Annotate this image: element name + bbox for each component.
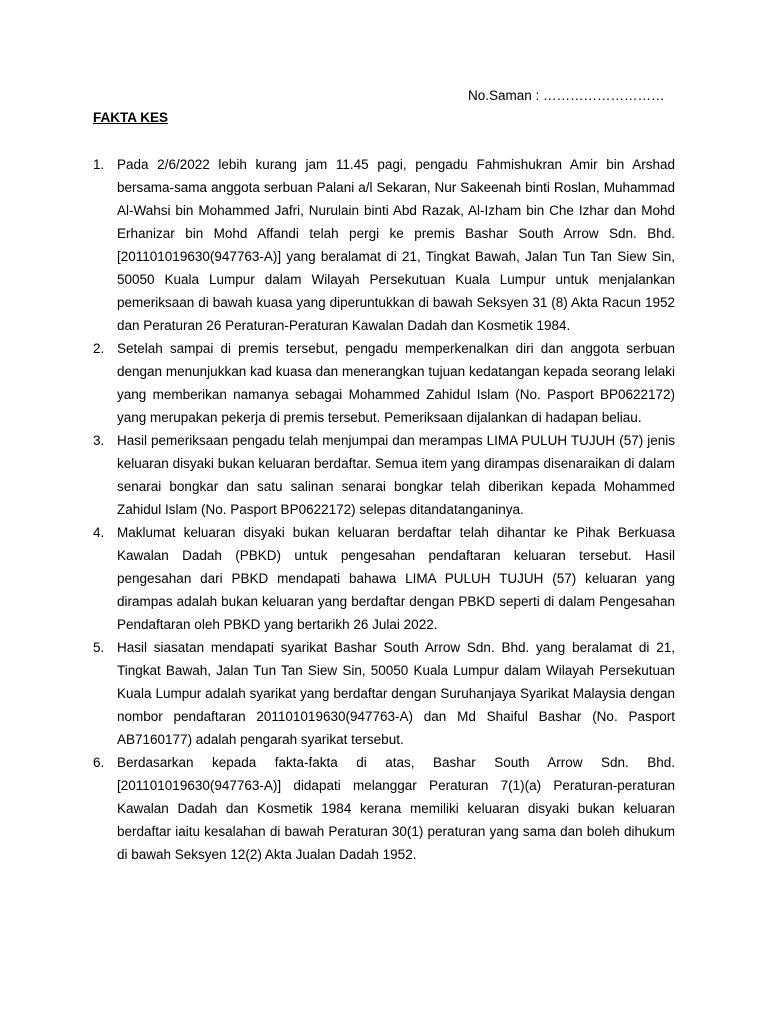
fact-number: 4. xyxy=(93,525,105,540)
fact-number: 1. xyxy=(93,157,105,172)
fact-text: Berdasarkan kepada fakta-fakta di atas, Bashar South Arrow Sdn. Bhd. [201101019630(947763-A)] didapati melanggar Peraturan 7(1)(a) Peraturan-peraturan Kawalan Dadah dan Kosmetik 1984 kerana memiliki keluaran disyaki bukan keluaran berdaftar iaitu kesalahan di bawah Peraturan 30(1) peraturan yang sama dan boleh dihukum di bawah Seksyen 12(2) Akta Jualan Dadah 1952. xyxy=(117,755,675,862)
fact-item-2 xyxy=(93,337,675,429)
fact-item-5 xyxy=(93,636,675,751)
fact-text: Hasil siasatan mendapati syarikat Bashar South Arrow Sdn. Bhd. yang beralamat di 21, Tingkat Bawah, Jalan Tun Tan Siew Sin, 50050 Kuala Lumpur dalam Wilayah Persekutuan Kuala Lumpur adalah syarikat yang berdaftar dengan Suruhanjaya Syarikat Malaysia dengan nombor pendaftaran 201101019630(947763-A) dan Md Shaiful Bashar (No. Pasport AB7160177) adalah pengarah syarikat tersebut. xyxy=(117,640,675,747)
fact-number: 2. xyxy=(93,341,105,356)
fact-item-6 xyxy=(93,751,675,866)
fact-number: 6. xyxy=(93,755,105,770)
fact-list xyxy=(93,153,675,866)
fact-text: Maklumat keluaran disyaki bukan keluaran berdaftar telah dihantar ke Pihak Berkuasa Kawalan Dadah (PBKD) untuk pengesahan pendaftaran keluaran tersebut. Hasil pengesahan dari PBKD mendapati bahawa LIMA PULUH TUJUH (57) keluaran yang dirampas adalah bukan keluaran yang berdaftar dengan PBKD seperti di dalam Pengesahan Pendaftaran oleh PBKD yang bertarikh 26 Julai 2022. xyxy=(117,525,675,632)
fact-text: Setelah sampai di premis tersebut, pengadu memperkenalkan diri dan anggota serbuan dengan menunjukkan kad kuasa dan menerangkan tujuan kedatangan kepada seorang lelaki yang memberikan namanya sebagai Mohammed Zahidul Islam (No. Pasport BP0622172) yang merupakan pekerja di premis tersebut. Pemeriksaan dijalankan di hadapan beliau. xyxy=(117,341,675,425)
fact-item-1 xyxy=(93,153,675,337)
fact-text: Pada 2/6/2022 lebih kurang jam 11.45 pagi, pengadu Fahmishukran Amir bin Arshad bersama-sama anggota serbuan Palani a/l Sekaran, Nur Sakeenah binti Roslan, Muhammad Al-Wahsi bin Mohammed Jafri, Nurulain binti Abd Razak, Al-Izham bin Che Izhar dan Mohd Erhanizar bin Mohd Affandi telah pergi ke premis Bashar South Arrow Sdn. Bhd. [201101019630(947763-A)] yang beralamat di 21, Tingkat Bawah, Jalan Tun Tan Siew Sin, 50050 Kuala Lumpur dalam Wilayah Persekutuan Kuala Lumpur untuk menjalankan pemeriksaan di bawah kuasa yang diperuntukkan di bawah Seksyen 31 (8) Akta Racun 1952 dan Peraturan 26 Peraturan-Peraturan Kawalan Dadah dan Kosmetik 1984. xyxy=(117,157,675,333)
document-title: FAKTA KES xyxy=(93,110,169,125)
fact-number: 5. xyxy=(93,640,105,655)
saman-number-label: No.Saman : ……………………… xyxy=(468,88,665,103)
fact-number: 3. xyxy=(93,433,105,448)
fact-item-3 xyxy=(93,429,675,521)
fact-text: Hasil pemeriksaan pengadu telah menjumpai dan merampas LIMA PULUH TUJUH (57) jenis keluaran disyaki bukan keluaran berdaftar. Semua item yang dirampas disenaraikan di dalam senarai bongkar dan satu salinan senarai bongkar telah diberikan kepada Mohammed Zahidul Islam (No. Pasport BP0622172) selepas ditandatanganinya. xyxy=(117,433,675,517)
fact-item-4 xyxy=(93,521,675,636)
